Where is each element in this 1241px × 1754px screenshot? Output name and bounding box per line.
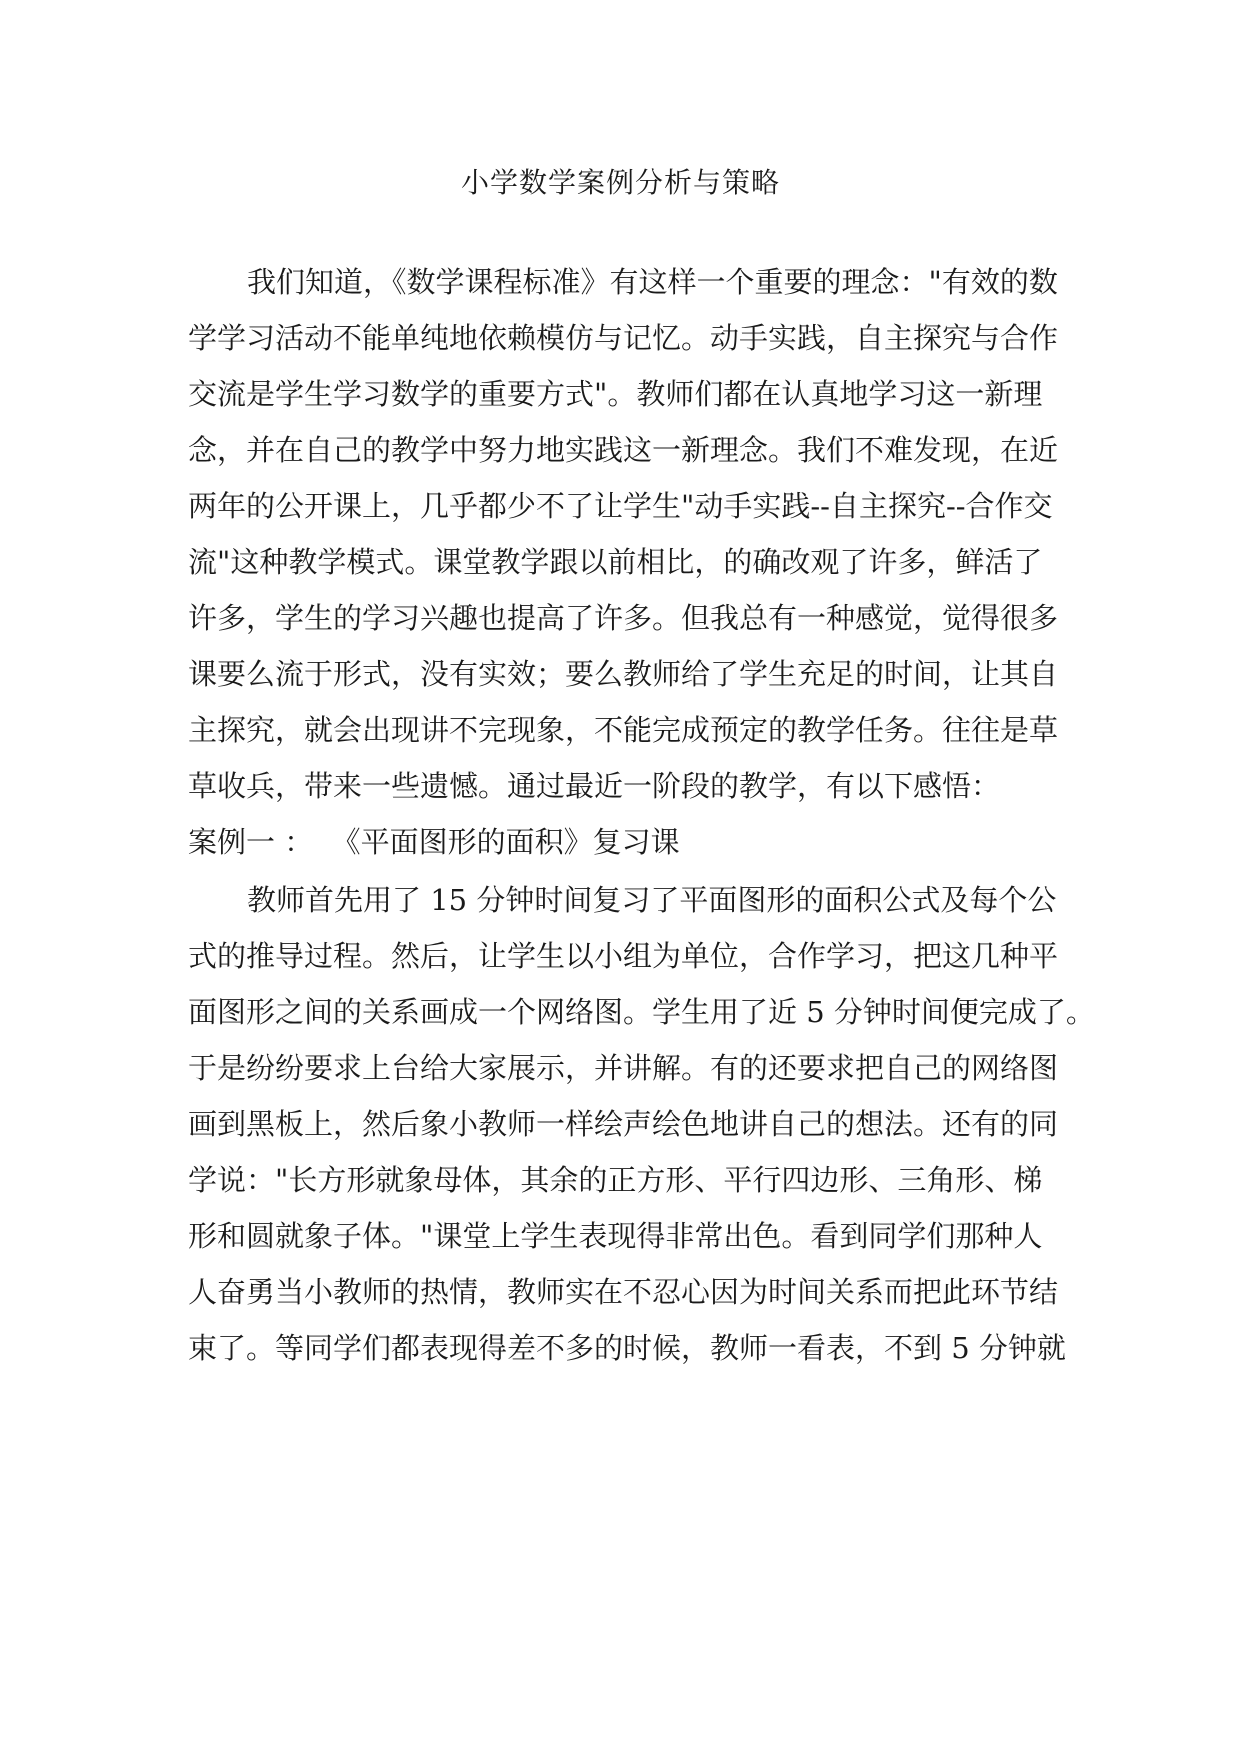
text-line: 于是纷纷要求上台给大家展示，并讲解。有的还要求把自己的网络图 [188, 1051, 1059, 1085]
text-line: 学说："长方形就象母体，其余的正方形、平行四边形、三角形、梯 [188, 1163, 1043, 1197]
text-line: 许多，学生的学习兴趣也提高了许多。但我总有一种感觉，觉得很多 [188, 601, 1059, 635]
text-line: 形和圆就象子体。"课堂上学生表现得非常出色。看到同学们那种人 [188, 1219, 1043, 1253]
text-line: 式的推导过程。然后，让学生以小组为单位，合作学习，把这几种平 [188, 939, 1059, 973]
text-line: 念，并在自己的教学中努力地实践这一新理念。我们不难发现，在近 [188, 433, 1059, 467]
text-line: 面图形之间的关系画成一个网络图。学生用了近 5 分钟时间便完成了。 [188, 995, 1095, 1029]
text-line: 人奋勇当小教师的热情，教师实在不忍心因为时间关系而把此环节结 [188, 1275, 1059, 1309]
text-line: 交流是学生学习数学的重要方式"。教师们都在认真地学习这一新理 [188, 377, 1043, 411]
case-heading: 案例一 ： 《平面图形的面积》复习课 [188, 825, 680, 859]
text-line: 流"这种教学模式。课堂教学跟以前相比，的确改观了许多，鲜活了 [188, 545, 1043, 579]
text-line: 我们知道，《数学课程标准》有这样一个重要的理念："有效的数 [247, 265, 1058, 299]
text-line: 束了。等同学们都表现得差不多的时候，教师一看表，不到 5 分钟就 [188, 1331, 1066, 1365]
text-line: 学学习活动不能单纯地依赖模仿与记忆。动手实践，自主探究与合作 [188, 321, 1059, 355]
text-line: 主探究，就会出现讲不完现象，不能完成预定的教学任务。往往是草 [188, 713, 1059, 747]
text-line: 两年的公开课上，几乎都少不了让学生"动手实践--自主探究--合作交 [188, 489, 1053, 523]
text-line: 画到黑板上，然后象小教师一样绘声绘色地讲自己的想法。还有的同 [188, 1107, 1059, 1141]
text-line: 课要么流于形式，没有实效；要么教师给了学生充足的时间，让其自 [188, 657, 1059, 691]
text-line: 草收兵，带来一些遗憾。通过最近一阶段的教学，有以下感悟： [188, 769, 1001, 803]
text-line: 教师首先用了 15 分钟时间复习了平面图形的面积公式及每个公 [247, 883, 1057, 917]
page-title: 小学数学案例分析与策略 [460, 166, 780, 199]
